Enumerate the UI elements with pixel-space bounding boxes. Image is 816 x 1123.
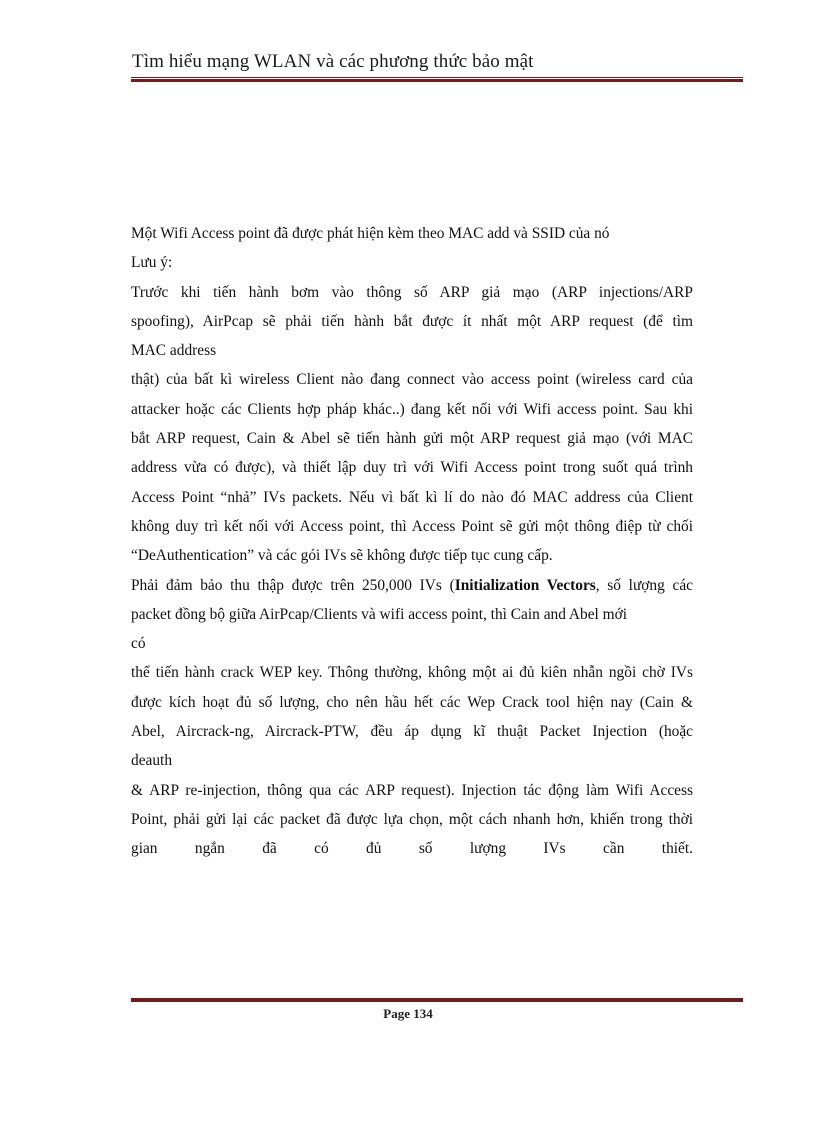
paragraph-line: packet đồng bộ giữa AirPcap/Clients và wifi access point, thì Cain and Abel mới bbox=[131, 605, 628, 623]
paragraph-line: không duy trì kết nối với Access point, thì Access Point sẽ gửi một thông điệp từ chối bbox=[131, 517, 693, 535]
body-text bbox=[131, 219, 693, 864]
paragraph-line: Một Wifi Access point đã được phát hiện kèm theo MAC add và SSID của nó bbox=[131, 225, 610, 242]
paragraph-line: Lưu ý: bbox=[131, 254, 173, 272]
line-text: , số lượng các bbox=[595, 576, 693, 594]
paragraph-line: deauth bbox=[131, 752, 173, 770]
page-number: Page 134 bbox=[383, 1006, 433, 1021]
page-header-title: Tìm hiểu mạng WLAN và các phương thức bảo mật bbox=[132, 51, 534, 72]
paragraph-line: address vừa có được), và thiết lập duy trì với Wifi Access point trong suốt quá trình bbox=[131, 459, 693, 477]
paragraph-line: Access Point “nhả” IVs packets. Nếu vì bất kì lí do nào đó MAC address của Client bbox=[131, 488, 693, 506]
paragraph-line: spoofing), AirPcap sẽ phải tiến hành bắt được ít nhất một ARP request (để tìm bbox=[131, 312, 693, 330]
paragraph-line: có bbox=[131, 635, 146, 653]
footer-divider bbox=[131, 997, 743, 1002]
paragraph-line bbox=[131, 571, 693, 600]
paragraph-line: Abel, Aircrack-ng, Aircrack-PTW, đều áp dụng kĩ thuật Packet Injection (hoặc bbox=[131, 723, 693, 741]
paragraph-line: & ARP re-injection, thông qua các ARP request). Injection tác động làm Wifi Access bbox=[131, 781, 693, 799]
paragraph-line: thể tiến hành crack WEP key. Thông thường, không một ai đủ kiên nhẫn ngồi chờ IVs bbox=[131, 664, 693, 682]
paragraph-line: attacker hoặc các Clients hợp pháp khác..) đang kết nối với Wifi access point. Sau khi bbox=[131, 400, 693, 418]
bold-term: Initialization Vectors bbox=[454, 576, 596, 594]
paragraph-line: bắt ARP request, Cain & Abel sẽ tiến hành gửi một ARP request giả mạo (với MAC bbox=[131, 430, 693, 448]
line-text: Phải đảm bảo thu thập được trên 250,000 IVs ( bbox=[131, 576, 455, 594]
paragraph-line: Trước khi tiến hành bơm vào thông số ARP giả mạo (ARP injections/ARP bbox=[131, 283, 693, 301]
paragraph-line: được kích hoạt đủ số lượng, cho nên hầu hết các Wep Crack tool hiện nay (Cain & bbox=[131, 693, 693, 711]
paragraph-line: Point, phải gửi lại các packet đã được lựa chọn, một cách nhanh hơn, khiến trong thời bbox=[131, 810, 693, 828]
paragraph-line: MAC address bbox=[131, 342, 217, 360]
paragraph-line: thật) của bất kì wireless Client nào đang connect vào access point (wireless card của bbox=[131, 371, 693, 389]
paragraph-line: “DeAuthentication” và các gói IVs sẽ không được tiếp tục cung cấp. bbox=[131, 547, 553, 565]
header-divider bbox=[131, 77, 743, 82]
paragraph-line: gian ngắn đã có đủ số lượng IVs cần thiết. bbox=[131, 840, 693, 858]
